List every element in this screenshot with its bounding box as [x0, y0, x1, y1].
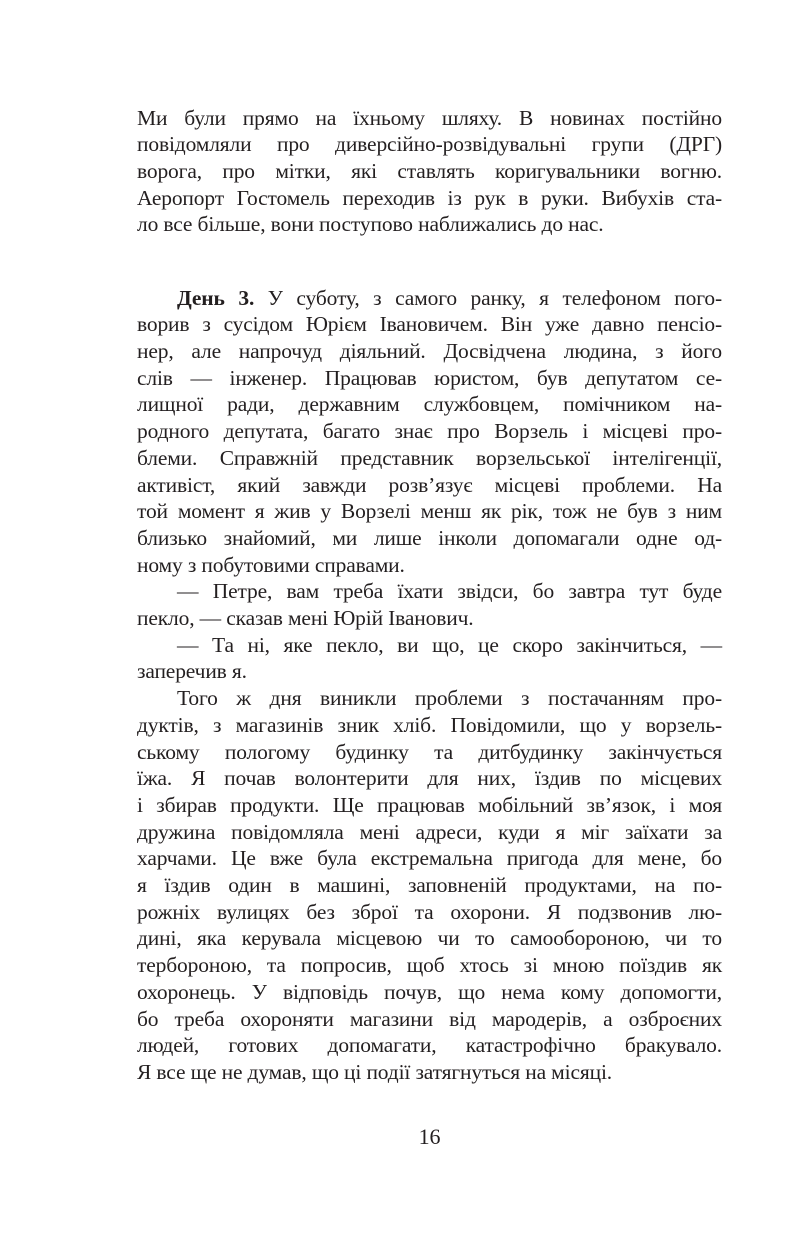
text-line: ському пологому будинку та дитбудинку закінчується — [137, 739, 722, 764]
text-line: тербороною, та попросив, щоб хтось зі мною поїздив як — [137, 953, 722, 978]
text-line: дуктів, з магазинів зник хліб. Повідомили, що у ворзель- — [137, 712, 722, 737]
text-line: я їздив один в машині, заповненій продуктами, на по- — [137, 873, 722, 898]
day-heading: День 3. — [177, 285, 255, 310]
text-line: Ми були прямо на їхньому шляху. В новинах постійно — [137, 105, 722, 130]
text-line: дині, яка керувала місцевою чи то самообороною, чи то — [137, 926, 722, 951]
text-line: дружина повідомляла мені адреси, куди я міг заїхати за — [137, 819, 722, 844]
text-line — [177, 285, 722, 312]
text-line: людей, готових допомагати, катастрофічно бракувало. — [137, 1033, 722, 1058]
text-line: лищної ради, державним службовцем, помічником на- — [137, 392, 722, 417]
text-line: рожніх вулицях без зброї та охорони. Я подзвонив лю- — [137, 899, 722, 924]
text-line: ворога, про мітки, які ставлять коригувальники вогню. — [137, 159, 722, 184]
text-line: ворив з сусідом Юрієм Івановичем. Він уже давно пенсіо- — [137, 312, 722, 337]
text-line: і збирав продукти. Ще працював мобільний зв’язок, і моя — [137, 792, 722, 817]
text-line: активіст, який завжди розв’язує місцеві проблеми. На — [137, 472, 722, 497]
text-line: їжа. Я почав волонтерити для них, їздив по місцевих — [137, 766, 722, 791]
text-line: родного депутата, багато знає про Ворзель і місцеві про- — [137, 419, 722, 444]
text-line: блеми. Справжній представник ворзельської інтелігенції, — [137, 445, 722, 470]
text-line: ло все більше, вони поступово наближались до нас. — [137, 212, 604, 237]
text-line: той момент я жив у Ворзелі менш як рік, тож не був з ним — [137, 499, 722, 524]
text-line: бо треба охороняти магазини від мародерів, а озброєних — [137, 1006, 722, 1031]
text-line: харчами. Це вже була екстремальна пригода для мене, бо — [137, 846, 722, 871]
text-line: — Петре, вам треба їхати звідси, бо завтра тут буде — [177, 579, 722, 604]
text-line: ному з побутовими справами. — [137, 552, 405, 577]
text-line: — Та ні, яке пекло, ви що, це скоро закінчиться, — — [177, 632, 722, 657]
text-line: пекло, — сказав мені Юрій Іванович. — [137, 606, 474, 631]
text-line: повідомляли про диверсійно-розвідувальні групи (ДРГ) — [137, 132, 722, 157]
text-line: слів — інженер. Працював юристом, був депутатом се- — [137, 365, 722, 390]
text-line: охоронець. У відповідь почув, що нема кому допомогти, — [137, 979, 722, 1004]
text-line: Аеропорт Гостомель переходив із рук в руки. Вибухів ста- — [137, 185, 722, 210]
text-line: близько знайомий, ми лише інколи допомагали одне од- — [137, 525, 722, 550]
text-line: нер, але напрочуд діяльний. Досвідчена людина, з його — [137, 339, 722, 364]
text-line: Того ж дня виникли проблеми з постачанням про- — [177, 686, 722, 711]
text-line: заперечив я. — [137, 659, 247, 684]
page-number: 16 — [418, 1124, 441, 1149]
text-span: У суботу, з самого ранку, я телефоном пого- — [267, 285, 722, 310]
text-line: Я все ще не думав, що ці події затягнуться на місяці. — [137, 1059, 613, 1084]
